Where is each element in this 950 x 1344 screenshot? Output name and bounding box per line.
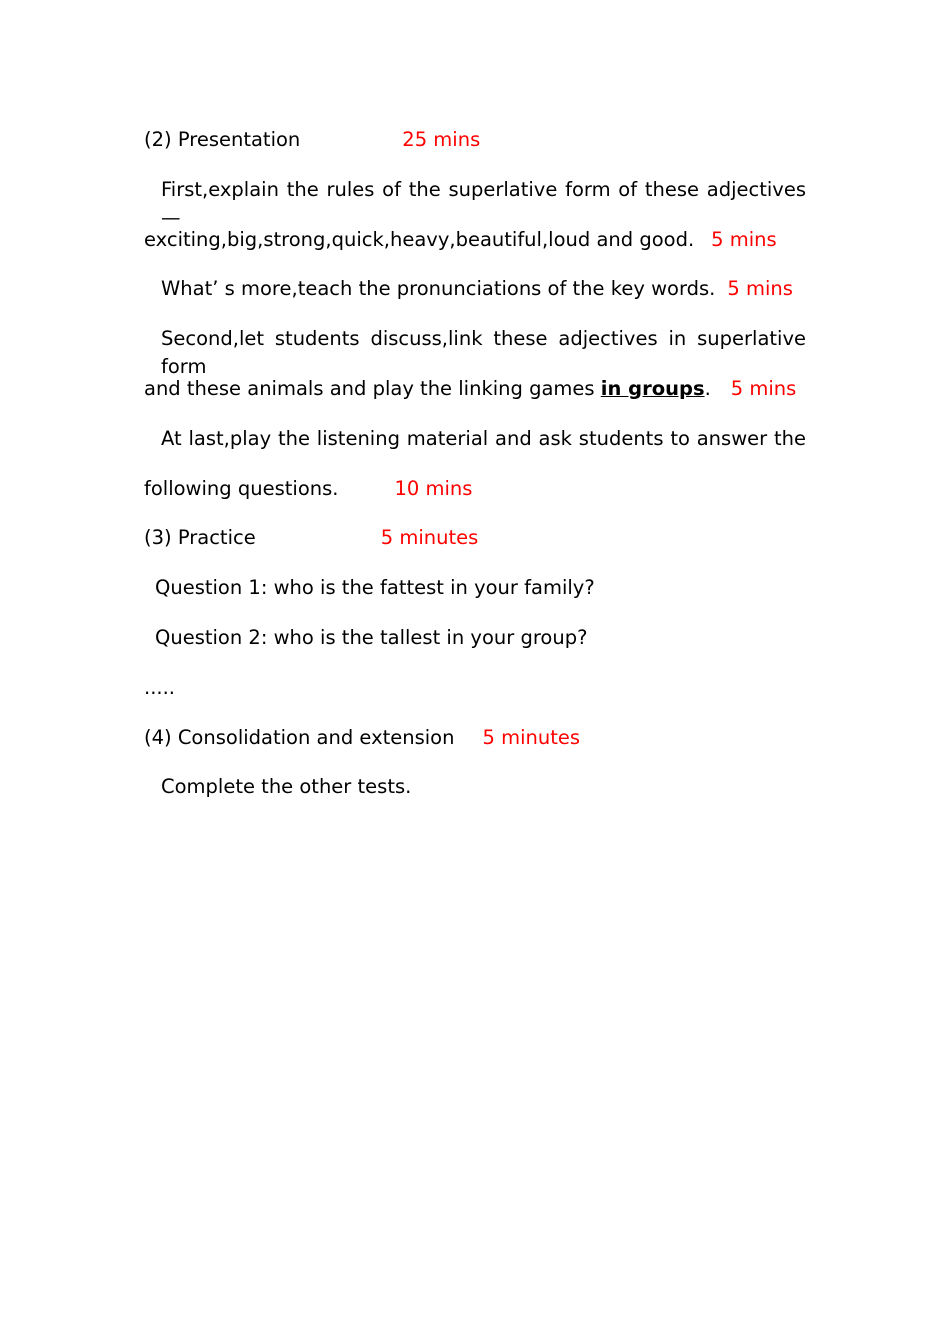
presentation-time: 25 mins [402, 128, 481, 151]
consolidation-heading: (4) Consolidation and extension [144, 725, 455, 749]
practice-heading-line [144, 524, 806, 574]
presentation-paragraph-1-time: 5 mins [711, 227, 777, 251]
presentation-heading-line [144, 126, 806, 176]
presentation-paragraph-2-time: 5 mins [727, 277, 793, 301]
practice-ellipsis: ..... [144, 675, 175, 699]
presentation-paragraph-3-line-1 [144, 325, 806, 379]
presentation-paragraph-3-time: 5 mins [730, 376, 797, 400]
presentation-paragraph-3-line-2 [144, 375, 806, 425]
presentation-heading: (2) Presentation [144, 128, 301, 151]
practice-ellipsis-line [144, 674, 806, 724]
practice-question-2-text: Question 2: who is the tallest in your group? [155, 625, 588, 649]
presentation-paragraph-1-text-1: First,explain the rules of the superlative form of these adjectives— [161, 177, 806, 229]
presentation-paragraph-4-text-2: following questions. [144, 476, 339, 500]
practice-question-1-text: Question 1: who is the fattest in your family? [155, 576, 595, 600]
consolidation-time: 5 minutes [482, 725, 581, 749]
presentation-paragraph-3-text-1: Second,let students discuss,link these adjectives in superlative form [161, 327, 806, 379]
presentation-paragraph-4-line-2 [144, 475, 806, 525]
presentation-paragraph-2-text: What’ s more,teach the pronunciations of the key words. [161, 277, 716, 301]
presentation-paragraph-4-time: 10 mins [394, 476, 473, 500]
presentation-paragraph-3-text-2: and these animals and play the linking games [144, 376, 601, 400]
practice-heading: (3) Practice [144, 526, 256, 550]
consolidation-text: Complete the other tests. [161, 775, 412, 799]
presentation-paragraph-1-text-2: exciting,big,strong,quick,heavy,beautiful,loud and good. [144, 227, 695, 251]
consolidation-text-line [144, 773, 806, 823]
presentation-paragraph-1-line-1 [144, 176, 806, 229]
presentation-paragraph-1-line-2 [144, 226, 806, 276]
consolidation-heading-line [144, 724, 806, 774]
presentation-paragraph-2 [144, 275, 806, 325]
presentation-paragraph-4-line-1 [144, 425, 806, 475]
practice-time: 5 minutes [380, 526, 479, 550]
presentation-paragraph-4-text-1: At last,play the listening material and ask students to answer the [161, 426, 806, 450]
practice-question-1 [144, 574, 806, 624]
presentation-paragraph-3-period: . [704, 376, 711, 400]
document-page [144, 126, 806, 823]
in-groups-emphasis: in groups [600, 376, 705, 400]
practice-question-2 [144, 624, 806, 674]
